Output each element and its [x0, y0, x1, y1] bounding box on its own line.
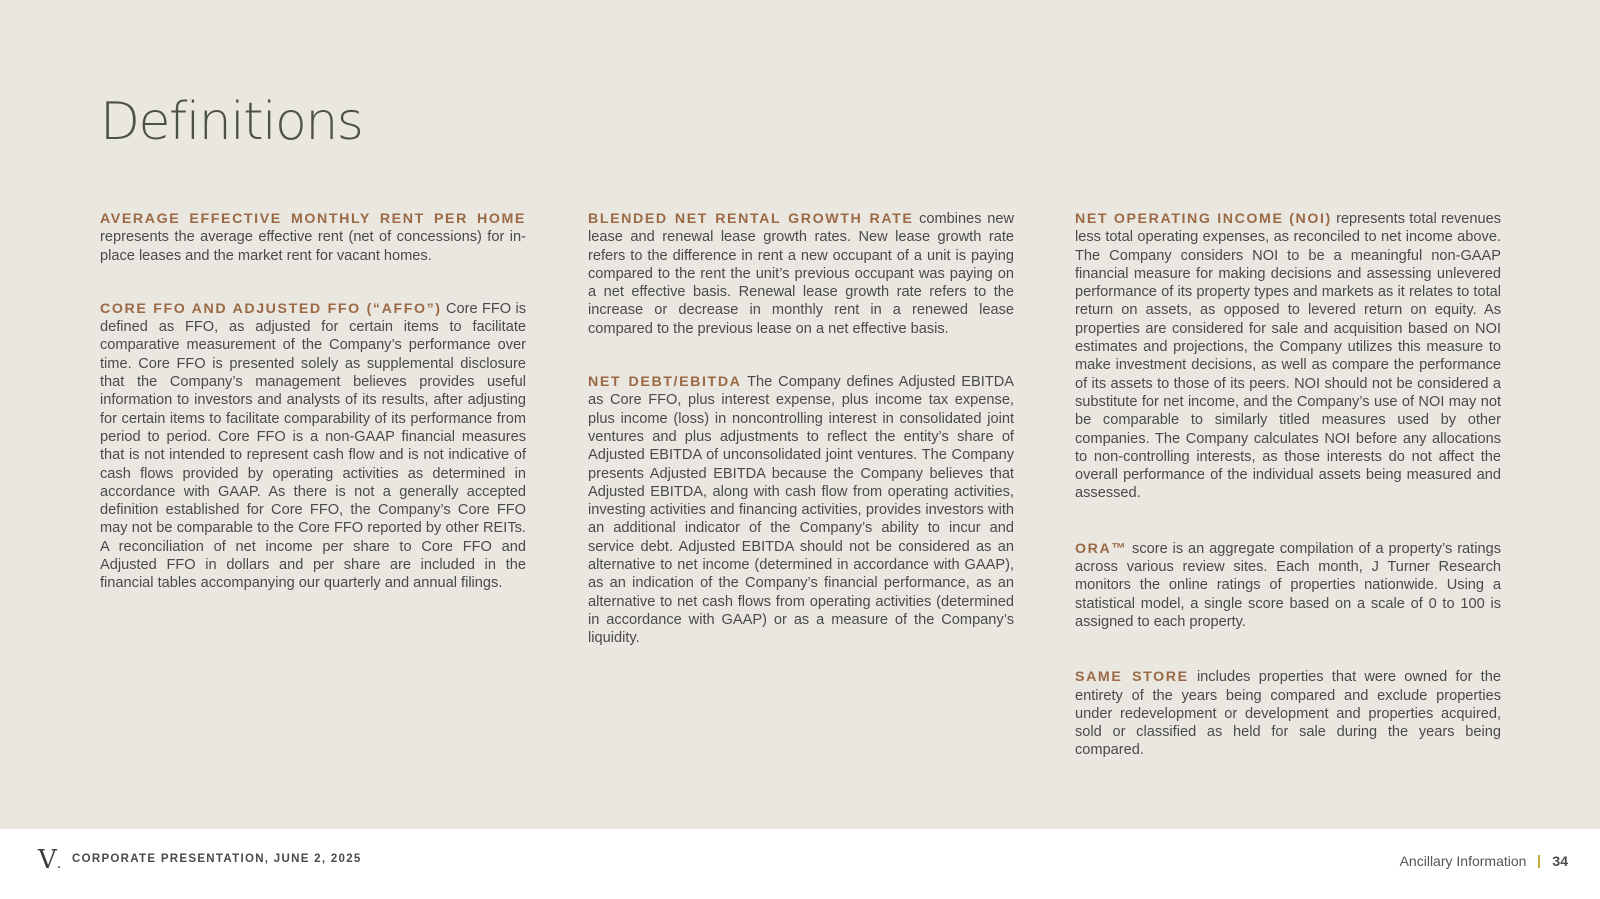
definitions-column-1	[100, 210, 526, 593]
section-label: Ancillary Information	[1399, 853, 1527, 869]
definition-core-ffo	[100, 300, 526, 593]
definitions-column-3	[1075, 210, 1501, 760]
definition-average-effective-rent	[100, 210, 526, 265]
footer-page-info	[1400, 853, 1568, 869]
logo-dot: .	[56, 856, 62, 872]
definition-term: NET OPERATING INCOME (NOI)	[1075, 211, 1332, 227]
definition-net-debt-ebitda	[588, 373, 1014, 647]
footer	[0, 829, 1600, 899]
definition-term: AVERAGE EFFECTIVE MONTHLY RENT PER HOME	[100, 211, 526, 227]
page-title: Definitions	[100, 92, 363, 152]
logo-letter: V	[38, 845, 57, 875]
definition-same-store	[1075, 668, 1501, 759]
definition-term: CORE FFO AND ADJUSTED FFO (“AFFO”)	[100, 300, 442, 317]
presentation-label: CORPORATE PRESENTATION, JUNE 2, 2025	[72, 853, 362, 865]
definition-ora	[1075, 540, 1501, 631]
definition-text: score is an aggregate compilation of a property’s ratings across various review sites. Each month, J Turner Research monitors the online ratings of properties nationwide. Using a statistical model, a single score based on a scale of 0 to 100 is assigned to each property.	[1075, 540, 1501, 630]
definition-text: The Company defines Adjusted EBITDA as Core FFO, plus interest expense, plus income tax expense, plus income (loss) in noncontrolling interest in consolidated joint ventures and plus adjustments to reflect the entity’s share of Adjusted EBITDA of unconsolidated joint ventures. The Company presents Adjusted EBITDA because the Company believes that Adjusted EBITDA, along with cash flow from operating activities, investing activities and financing activities, provides investors with an additional indicator of the Company’s ability to incur and service debt. Adjusted EBITDA should not be considered as an alternative to net income (determined in accordance with GAAP), as an indication of the Company’s financial performance, as an alternative to net cash flows from operating activities (determined in accordance with GAAP) or as a measure of the Company’s liquidity.	[588, 374, 1015, 647]
definition-text: represents total revenues less total operating expenses, as reconciled to net income above. The Company considers NOI to be a meaningful non-GAAP financial measure for making decisions and assessing unlevered performance of its property types and markets as it relates to total return on assets, as opposed to levered return on equity. As properties are considered for sale and acquisition based on NOI estimates and projections, the Company utilizes this measure to make investment decisions, as well as compare the performance of its assets to those of its peers. NOI should not be considered a substitute for net income, and the Company’s use of NOI may not be comparable to similarly titled measures used by other companies. The Company calculates NOI before any allocations to non-controlling interests, as those interests do not affect the overall performance of the individual assets being measured and assessed.	[1075, 211, 1502, 502]
definition-blended-net-rental-growth	[588, 210, 1014, 338]
definition-term: ORA™	[1075, 540, 1128, 557]
definition-term: SAME STORE	[1075, 669, 1189, 686]
definition-text: combines new lease and renewal lease growth rates. New lease growth rate refers to the difference in rent a new occupant of a unit is paying compared to the rent the unit’s previous occupant was paying on a net effective basis. Renewal lease growth rate refers to the increase or decrease in monthly rent in a renewed lease compared to the previous lease on a net effective basis.	[588, 211, 1014, 337]
footer-separator	[1538, 855, 1540, 868]
company-logo	[38, 847, 61, 873]
definition-term: BLENDED NET RENTAL GROWTH RATE	[588, 211, 914, 227]
definition-text: Core FFO is defined as FFO, as adjusted for certain items to facilitate comparative measurement of the Company’s performance over time. Core FFO is presented solely as supplemental disclosure that the Company’s management believes provides useful information to investors and analysts of its results, after adjusting for certain items to facilitate comparability of its performance from period to period. Core FFO is a non-GAAP financial measures that is not intended to represent cash flow and is not indicative of cash flows provided by operating activities as determined in accordance with GAAP. As there is not a generally accepted definition established for Core FFO, the Company’s Core FFO may not be comparable to the Core FFO reported by other REITs. A reconciliation of net income per share to Core FFO and Adjusted FFO in dollars and per share are included in the financial tables accompanying our quarterly and annual filings.	[100, 300, 527, 592]
definition-term: NET DEBT/EBITDA	[588, 374, 742, 391]
page-number: 34	[1552, 853, 1568, 869]
definition-text: includes properties that were owned for the entirety of the years being compared and exclude properties under redevelopment or development and properties acquired, sold or classified as held for sale during the years being compared.	[1075, 669, 1501, 759]
definition-noi	[1075, 210, 1501, 503]
definition-text: represents the average effective rent (net of concessions) for in-place leases and the market rent for vacant homes.	[100, 229, 526, 264]
definitions-column-2	[588, 210, 1014, 648]
